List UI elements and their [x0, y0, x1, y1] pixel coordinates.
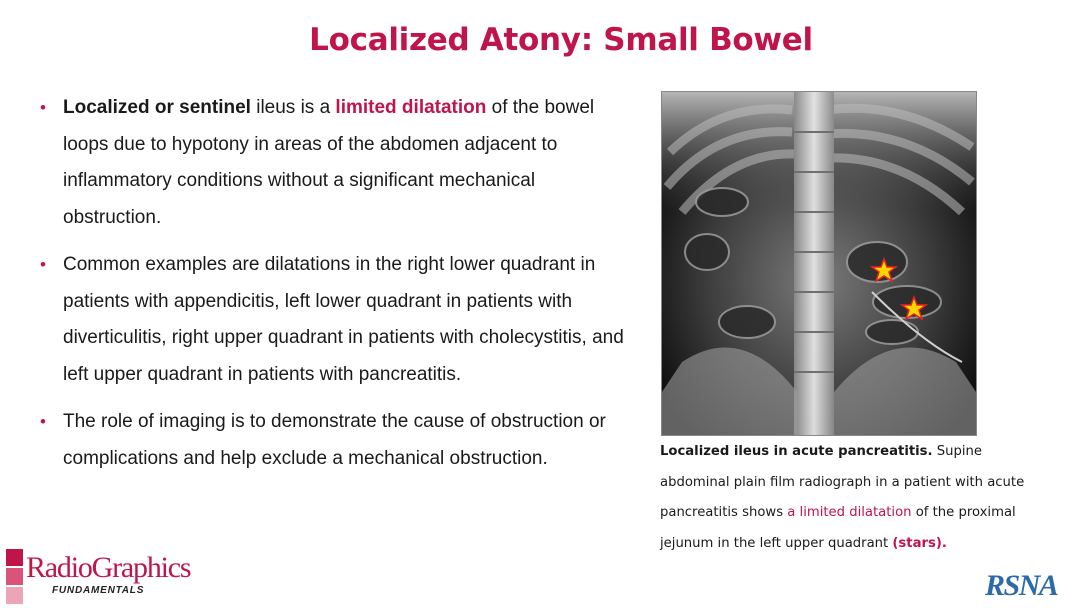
caption-lead: Localized ileus in acute pancreatitis.: [660, 444, 933, 459]
radiographics-subtitle: FUNDAMENTALS: [52, 585, 145, 596]
radiograph-drawing: [662, 92, 976, 435]
bullet-highlight: limited dilatation: [335, 97, 487, 118]
radiographics-logo: [6, 549, 226, 605]
bullet-dot: •: [40, 98, 46, 117]
caption-text: of the proximal jejunum in the left upper quadrant: [660, 505, 1016, 551]
bullet-text: The role of imaging is to demonstrate the cause of obstruction or complications and help exclude a mechanical obstruction.: [63, 411, 606, 469]
rsna-logo: RSNA: [985, 569, 1058, 602]
caption-end: (stars).: [892, 535, 947, 551]
slide-title: Localized Atony: Small Bowel: [309, 22, 813, 58]
bullet-text: ileus is a: [250, 97, 336, 118]
caption-highlight: a limited dilatation: [787, 505, 912, 520]
bullet-item: [40, 90, 630, 236]
logo-bars: [6, 549, 23, 605]
bullet-item: [40, 404, 630, 477]
figure-caption: [660, 437, 1030, 559]
bullet-bold-lead: Localized or sentinel: [63, 97, 251, 118]
radiographics-wordmark: RadioGraphics: [26, 551, 191, 584]
bullet-list: [40, 90, 630, 488]
caption-text: Supine abdominal plain film radiograph in a patient with acute pancreatitis shows: [660, 444, 1025, 520]
radiograph-image: [661, 91, 977, 436]
bullet-text: of the bowel loops due to hypotony in areas of the abdomen adjacent to inflammatory conditions without a significant mechanical obstruction.: [63, 97, 595, 228]
bullet-item: [40, 247, 630, 393]
bullet-text: Common examples are dilatations in the right lower quadrant in patients with appendicitis, left lower quadrant in patients with diverticulitis, right upper quadrant in patients with cholecystitis, and left upper quadrant in patients with pancreatitis.: [63, 254, 624, 385]
bullet-dot: •: [40, 255, 46, 274]
bullet-dot: •: [40, 412, 46, 431]
